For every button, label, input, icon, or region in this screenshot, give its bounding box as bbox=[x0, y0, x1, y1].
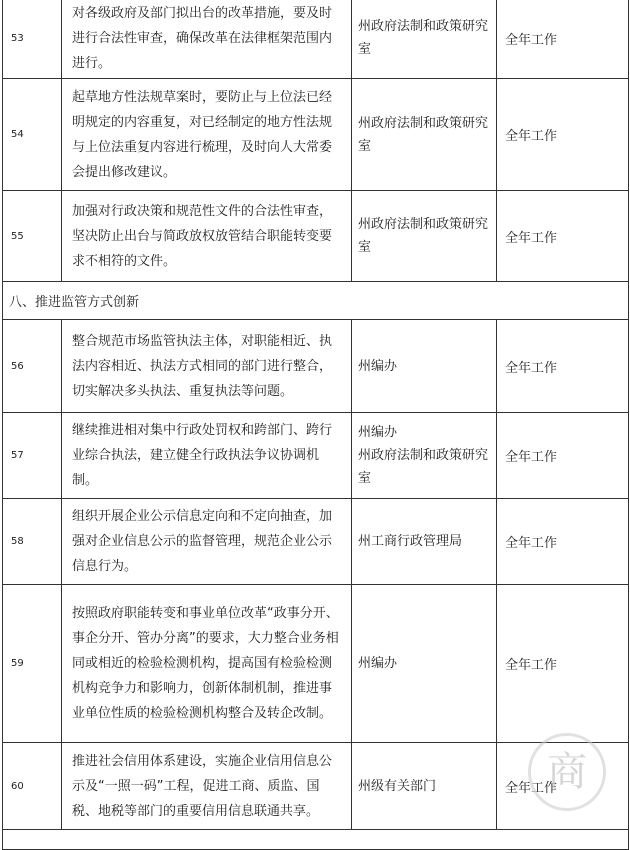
responsible-unit: 州级有关部门 bbox=[352, 743, 497, 830]
timeframe: 全年工作 bbox=[497, 191, 629, 282]
item-number: 53 bbox=[3, 0, 62, 79]
timeframe: 全年工作 bbox=[497, 0, 629, 79]
item-number: 59 bbox=[3, 585, 62, 743]
responsible-unit: 州政府法制和政策研究室 bbox=[352, 79, 497, 191]
table-row-59 bbox=[3, 585, 629, 743]
responsible-unit: 州政府法制和政策研究室 bbox=[352, 191, 497, 282]
table-row-56 bbox=[3, 320, 629, 413]
item-number: 60 bbox=[3, 743, 62, 830]
task-description: 组织开展企业公示信息定向和不定向抽查，加强对企业信息公示的监督管理，规范企业公示信息行为。 bbox=[62, 499, 352, 585]
item-number: 58 bbox=[3, 499, 62, 585]
task-description: 加强对行政决策和规范性文件的合法性审查，坚决防止出台与简政放权放管结合职能转变要求不相符的文件。 bbox=[62, 191, 352, 282]
watermark-seal: 商 bbox=[528, 733, 606, 811]
responsible-unit: 州编办 州政府法制和政策研究室 bbox=[352, 413, 497, 499]
timeframe: 全年工作 bbox=[497, 320, 629, 413]
section-header-row bbox=[3, 282, 629, 320]
timeframe: 全年工作 bbox=[497, 499, 629, 585]
timeframe: 全年工作 bbox=[497, 743, 629, 830]
task-description: 整合规范市场监管执法主体，对职能相近、执法内容相近、执法方式相同的部门进行整合，切实解决多头执法、重复执法等问题。 bbox=[62, 320, 352, 413]
timeframe: 全年工作 bbox=[497, 79, 629, 191]
item-number: 56 bbox=[3, 320, 62, 413]
table-row-55 bbox=[3, 191, 629, 282]
responsible-unit: 州编办 bbox=[352, 585, 497, 743]
table-row-57 bbox=[3, 413, 629, 499]
task-description: 推进社会信用体系建设，实施企业信用信息公示及“一照一码”工程，促进工商、质监、国税、地税等部门的重要信用信息联通共享。 bbox=[62, 743, 352, 830]
task-description: 继续推进相对集中行政处罚权和跨部门、跨行业综合执法，建立健全行政执法争议协调机制。 bbox=[62, 413, 352, 499]
timeframe: 全年工作 bbox=[497, 413, 629, 499]
task-description: 对各级政府及部门拟出台的改革措施，要及时进行合法性审查，确保改革在法律框架范围内进行。 bbox=[62, 0, 352, 79]
item-number: 54 bbox=[3, 79, 62, 191]
task-description: 起草地方性法规草案时，要防止与上位法已经明规定的内容重复，对已经制定的地方性法规与上位法重复内容进行梳理，及时向人大常委会提出修改建议。 bbox=[62, 79, 352, 191]
table-row-53 bbox=[3, 0, 629, 79]
timeframe: 全年工作 bbox=[497, 585, 629, 743]
section-title: 八、推进监管方式创新 bbox=[3, 282, 629, 320]
responsible-unit: 州编办 bbox=[352, 320, 497, 413]
cut-off-row bbox=[3, 830, 629, 850]
responsible-unit: 州政府法制和政策研究室 bbox=[352, 0, 497, 79]
table-row-58 bbox=[3, 499, 629, 585]
item-number: 57 bbox=[3, 413, 62, 499]
table-row-54 bbox=[3, 79, 629, 191]
responsible-unit: 州工商行政管理局 bbox=[352, 499, 497, 585]
task-description: 按照政府职能转变和事业单位改革“政事分开、事企分开、管办分离”的要求，大力整合业务相同或相近的检验检测机构，提高国有检验检测机构竞争力和影响力，创新体制机制，推进事业单位性质的检验检测机构整合及转企改制。 bbox=[62, 585, 352, 743]
work-plan-table bbox=[2, 0, 629, 850]
item-number: 55 bbox=[3, 191, 62, 282]
table-row-partial bbox=[3, 830, 629, 850]
